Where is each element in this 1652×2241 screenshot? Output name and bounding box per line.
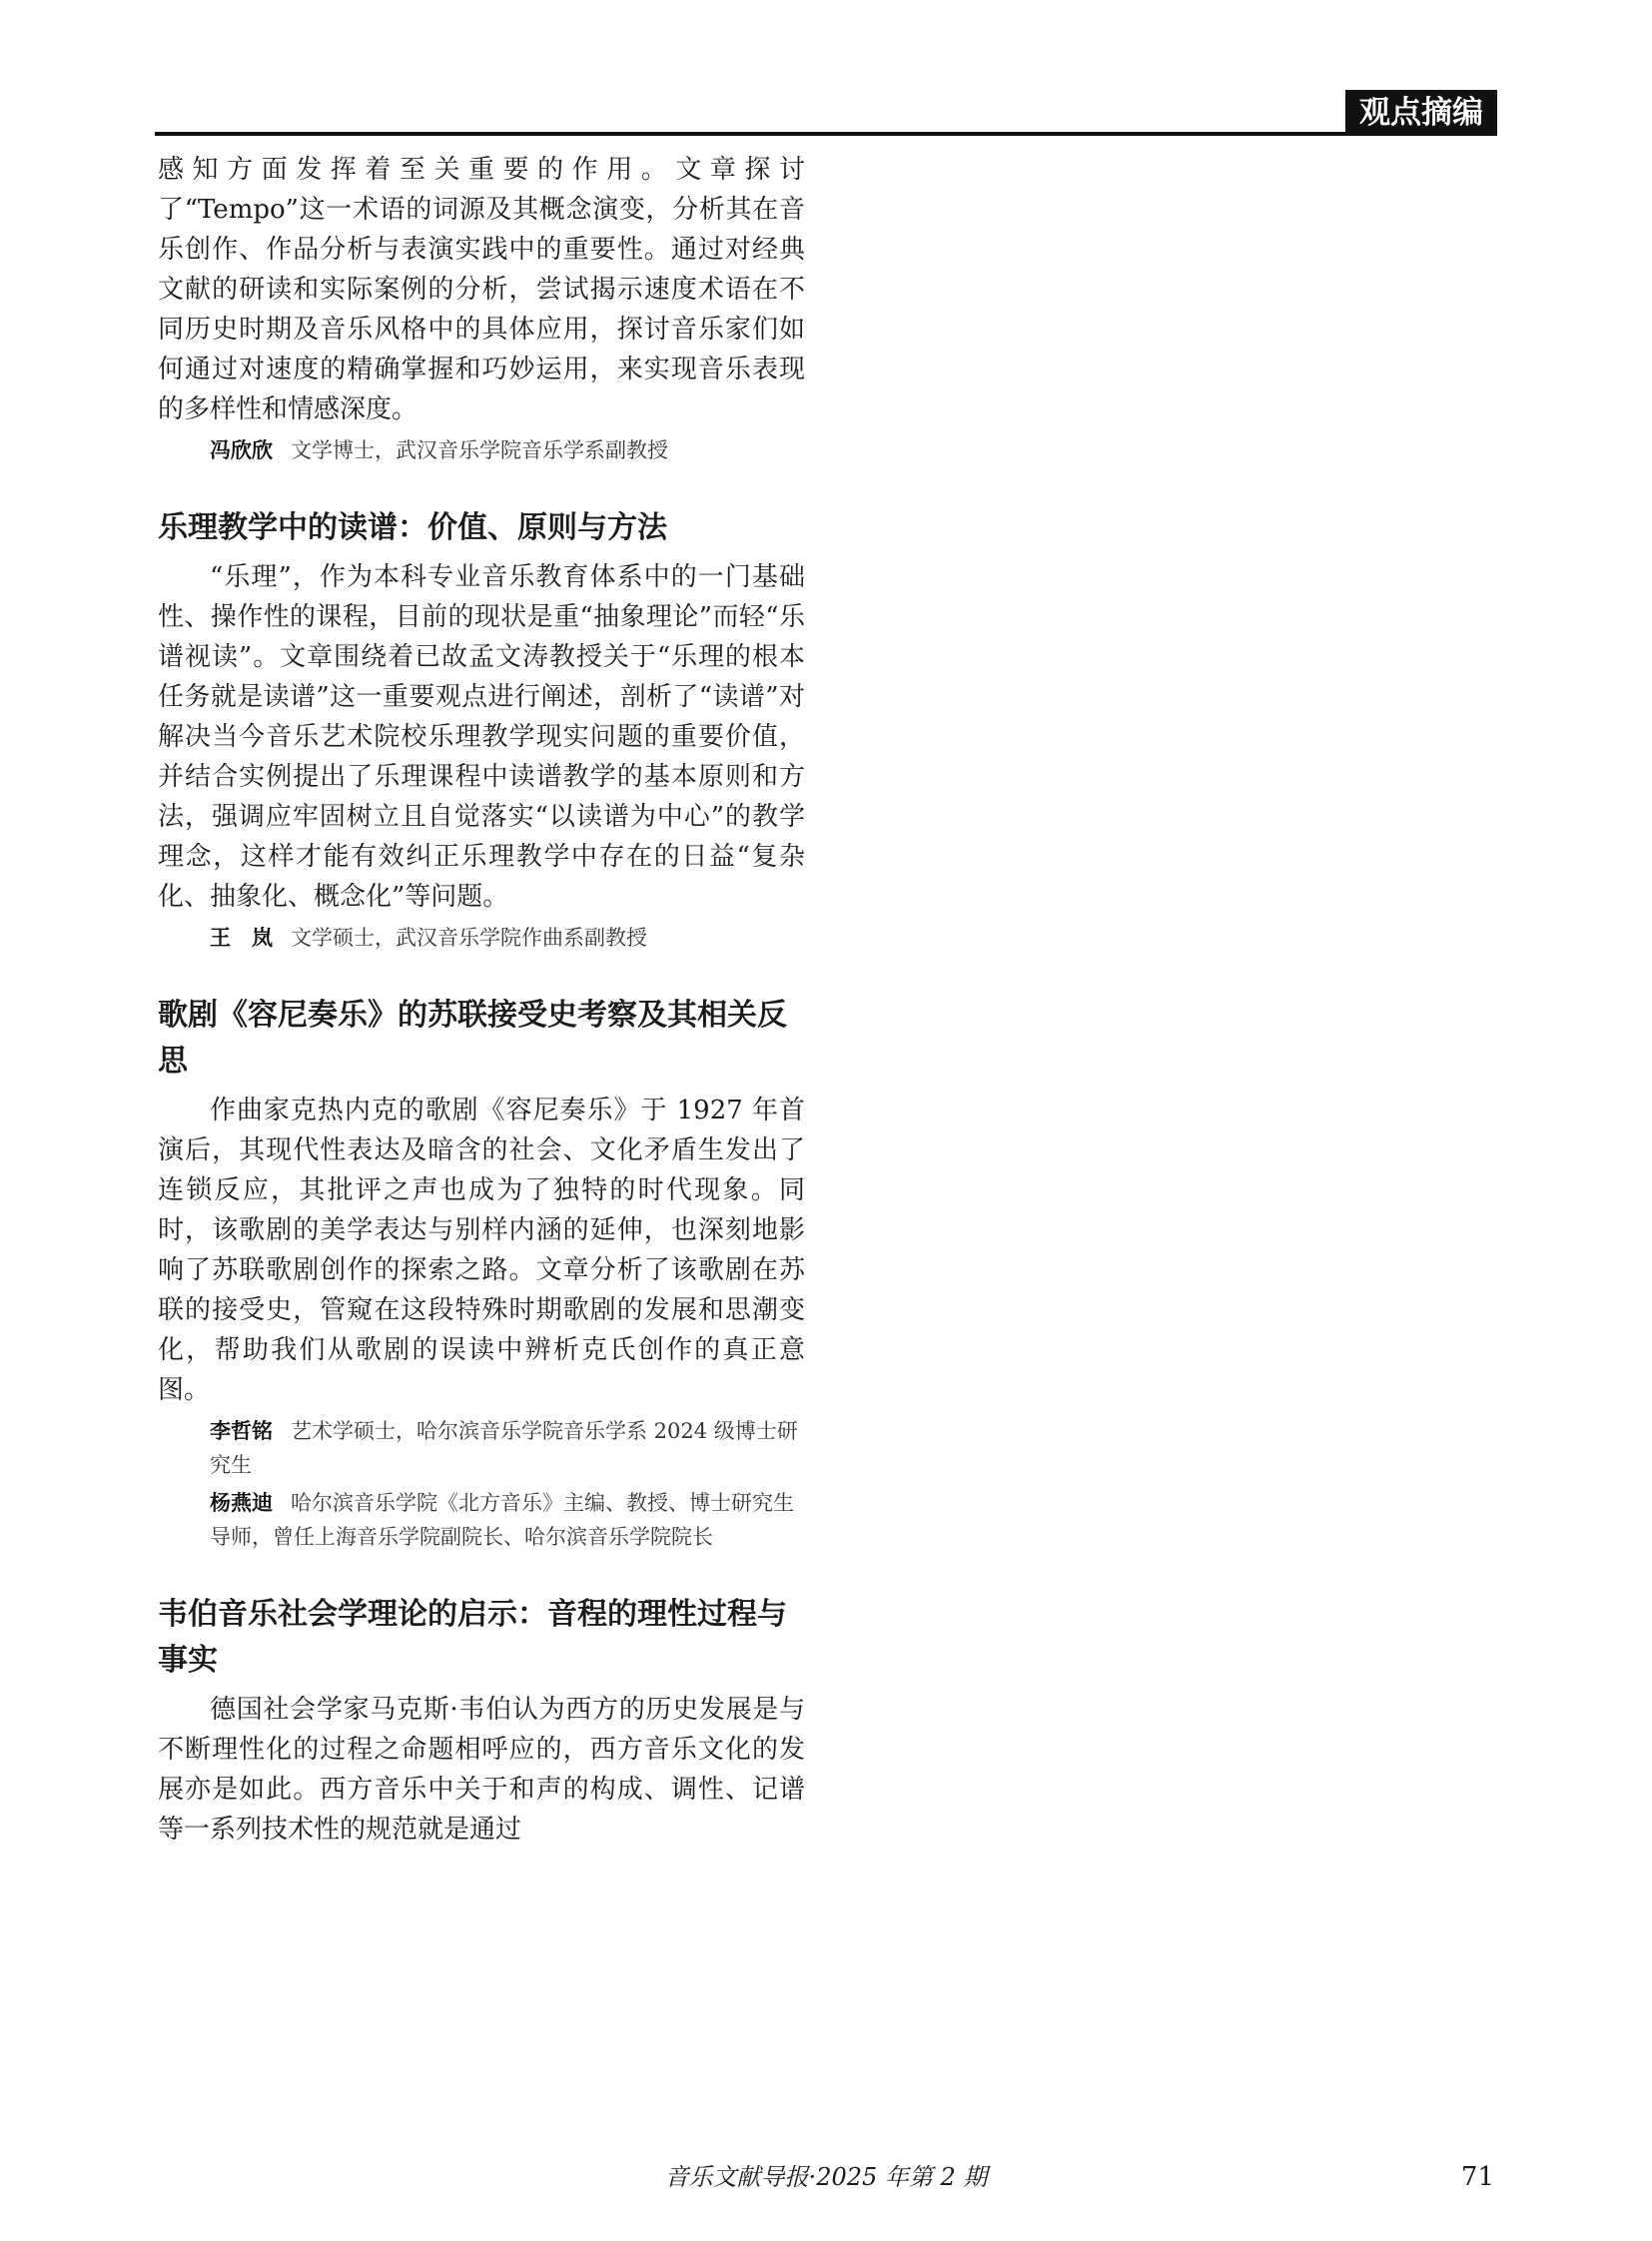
article-body: 作曲家克热内克的歌剧《容尼奏乐》于 1927 年首演后，其现代性表达及暗含的社会、文化矛盾生发出了连锁反应，其批评之声也成为了独特的时代现象。同时，该歌剧的美学表达与别样内涵的延伸，也深刻地影响了苏联歌剧创作的探索之路。文章分析了该歌剧在苏联的接受史，管窥在这段特殊时期歌剧的发展和思潮变化，帮助我们从歌剧的误读中辨析克氏创作的真正意图。 bbox=[158, 1096, 805, 1405]
article-title: 乐理教学中的读谱：价值、原则与方法 bbox=[158, 510, 667, 545]
author-name: 杨燕迪 bbox=[210, 1491, 273, 1515]
article-body: “乐理”，作为本科专业音乐教育体系中的一门基础性、操作性的课程，目前的现状是重“抽象理论”而轻“乐谱视读”。文章围绕着已故孟文涛教授关于“乐理的根本任务就是读谱”这一重要观点进行阐述，剖析了“读谱”对解决当今音乐艺术院校乐理教学现实问题的重要价值，并结合实例提出了乐理课程中读谱教学的基本原则和方法，强调应牢固树立且自觉落实“以读谱为中心”的教学理念，这样才能有效纠正乐理教学中存在的日益“复杂化、抽象化、概念化”等问题。 bbox=[158, 562, 805, 912]
author-info: 文学硕士，武汉音乐学院作曲系副教授 bbox=[291, 926, 647, 950]
article bbox=[158, 993, 805, 1554]
article-body: 感知方面发挥着至关重要的作用。文章探讨了“Tempo”这一术语的词源及其概念演变，分析其在音乐创作、作品分析与表演实践中的重要性。通过对经典文献的研读和实际案例的分析，尝试揭示速度术语在不同历史时期及音乐风格中的具体应用，探讨音乐家们如何通过对速度的精确掌握和巧妙运用，来实现音乐表现的多样性和情感深度。 bbox=[158, 155, 805, 424]
author-name: 冯欣欣 bbox=[210, 438, 273, 462]
article-title: 韦伯音乐社会学理论的启示：音程的理性过程与事实 bbox=[158, 1597, 787, 1678]
page-number: 71 bbox=[1460, 2162, 1494, 2192]
article-title: 歌剧《容尼奏乐》的苏联接受史考察及其相关反思 bbox=[158, 998, 787, 1079]
page-footer bbox=[0, 2160, 1652, 2194]
article-body: 德国社会学家马克斯·韦伯认为西方的历史发展是与不断理性化的过程之命题相呼应的，西方音乐文化的发展亦是如此。西方音乐中关于和声的构成、调性、记谱等一系列技术性的规范就是通过 bbox=[158, 1695, 805, 1845]
left-column bbox=[158, 150, 805, 1850]
author-name: 王 岚 bbox=[210, 926, 273, 950]
section-tag: 观点摘编 bbox=[1345, 90, 1497, 136]
author-line bbox=[210, 433, 805, 467]
author-line bbox=[158, 1486, 805, 1554]
author-info: 文学博士，武汉音乐学院音乐学系副教授 bbox=[291, 438, 668, 462]
article bbox=[158, 1592, 805, 1850]
author-line bbox=[158, 1414, 805, 1482]
author-info: 艺术学硕士，哈尔滨音乐学院音乐学系 2024 级博士研究生 bbox=[210, 1419, 798, 1477]
header-rule bbox=[155, 132, 1497, 136]
author-name: 李哲铭 bbox=[210, 1419, 273, 1443]
author-line bbox=[210, 921, 805, 955]
journal-name: 音乐文献导报·2025 年第 2 期 bbox=[664, 2163, 988, 2191]
author-info: 哈尔滨音乐学院《北方音乐》主编、教授、博士研究生导师，曾任上海音乐学院副院长、哈尔滨音乐学院院长 bbox=[210, 1491, 794, 1549]
article-continued bbox=[158, 150, 805, 467]
article bbox=[158, 505, 805, 955]
